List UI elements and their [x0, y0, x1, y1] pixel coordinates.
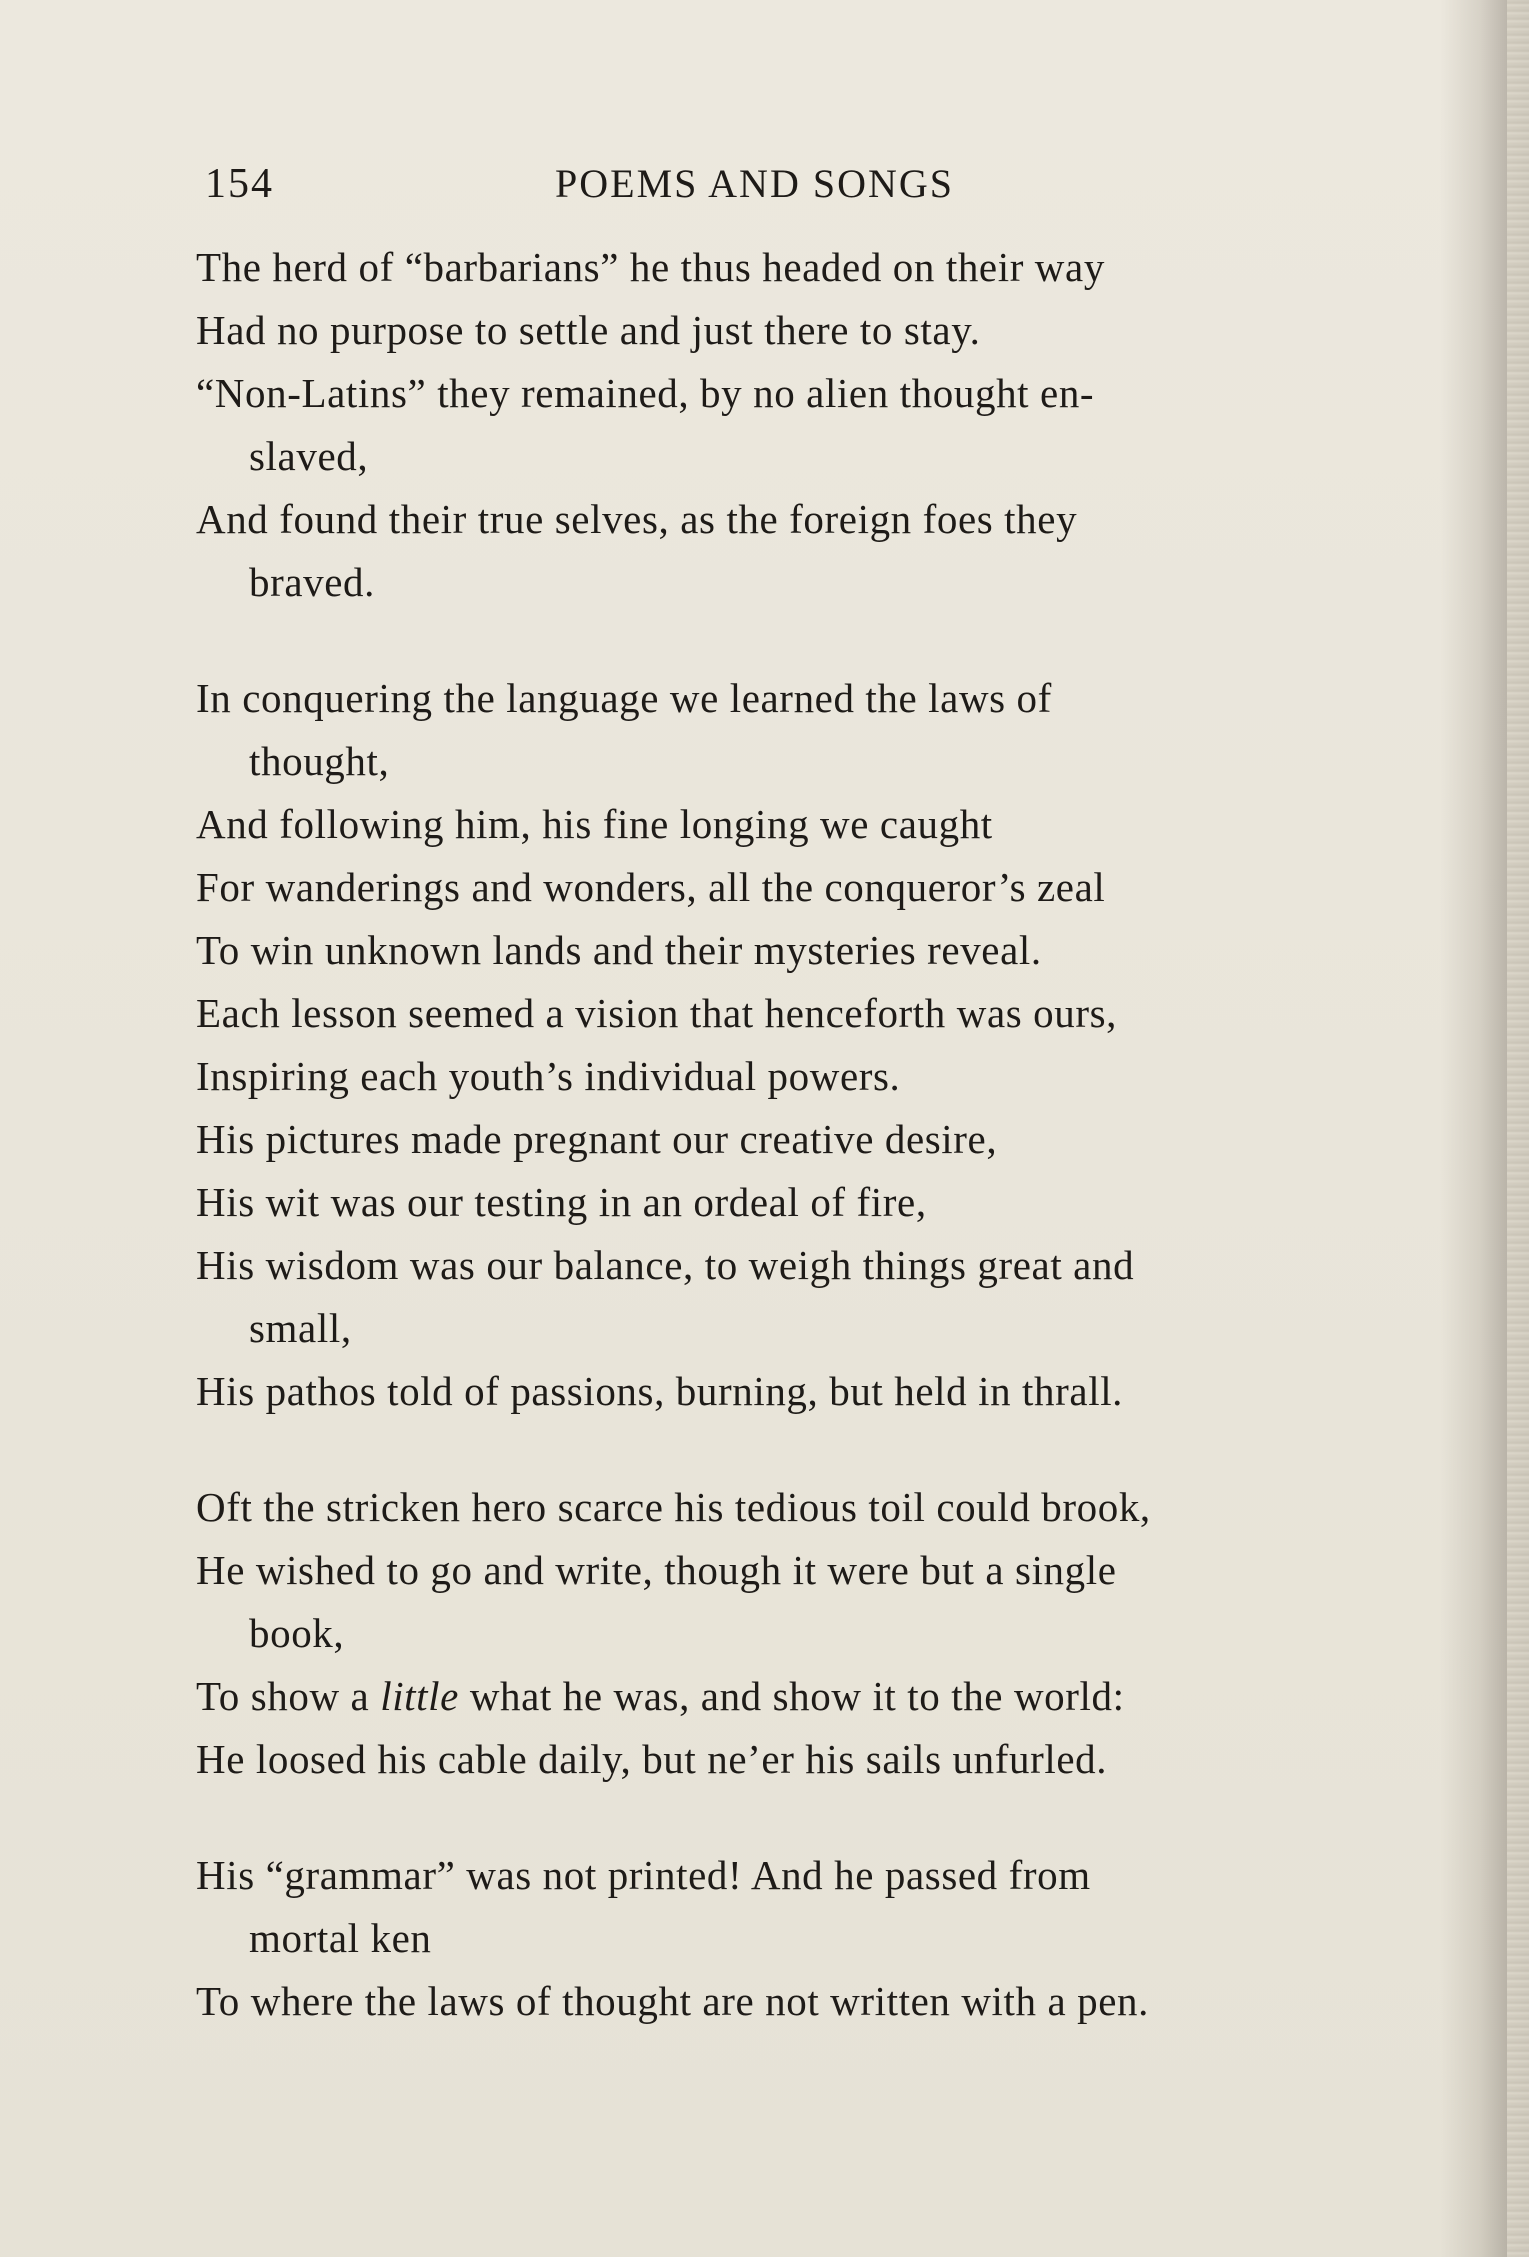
poem-line: His pathos told of passions, burning, but held in thrall. — [196, 1368, 1124, 1414]
line-text-before-italic: To show a — [196, 1673, 381, 1719]
poem-line: To where the laws of thought are not written with a pen. — [196, 1978, 1149, 2024]
stanza-break — [196, 1791, 1396, 1844]
poem-line: Oft the stricken hero scarce his tedious toil could brook, — [196, 1484, 1151, 1530]
poem-line: He loosed his cable daily, but ne’er his sails unfurled. — [196, 1736, 1108, 1782]
poem-line: Inspiring each youth’s individual powers. — [196, 1053, 901, 1099]
poem-line-continuation: braved. — [249, 559, 375, 605]
poem-line-continuation: mortal ken — [249, 1915, 432, 1961]
poem-line: His “grammar” was not printed! And he passed from — [196, 1852, 1091, 1898]
poem-line-continuation: small, — [249, 1305, 352, 1351]
poem-line: And following him, his fine longing we caught — [196, 801, 993, 847]
poem-line: He wished to go and write, though it were but a single — [196, 1547, 1117, 1593]
stanza-break — [196, 1423, 1396, 1476]
poem-line-continuation: thought, — [249, 738, 390, 784]
page-edge-shadow — [1507, 0, 1529, 2257]
line-text-after-italic: what he was, and show it to the world: — [458, 1673, 1125, 1719]
poem-line-continuation: slaved, — [249, 433, 369, 479]
poem-line-with-italic — [196, 1665, 1396, 1728]
poem-line-continuation: book, — [249, 1610, 345, 1656]
page-header — [0, 150, 1529, 210]
stanza — [196, 1844, 1396, 2033]
running-title: POEMS AND SONGS — [555, 161, 954, 206]
poem-line: “Non-Latins” they remained, by no alien thought en- — [196, 370, 1095, 416]
poem-line: His wisdom was our balance, to weigh things great and — [196, 1242, 1135, 1288]
poem-line: For wanderings and wonders, all the conqueror’s zeal — [196, 864, 1106, 910]
poem-line: Had no purpose to settle and just there to stay. — [196, 307, 981, 353]
poem-line: His wit was our testing in an ordeal of fire, — [196, 1179, 927, 1225]
poem-line: Each lesson seemed a vision that henceforth was ours, — [196, 990, 1118, 1036]
poem-line: And found their true selves, as the foreign foes they — [196, 496, 1078, 542]
poem-line: To win unknown lands and their mysteries reveal. — [196, 927, 1042, 973]
stanza — [196, 1476, 1396, 1791]
stanza — [196, 667, 1396, 1423]
italic-word: little — [380, 1673, 459, 1719]
page-number: 154 — [205, 161, 274, 207]
poem-line: His pictures made pregnant our creative desire, — [196, 1116, 998, 1162]
poem-body — [196, 236, 1396, 2033]
stanza-break — [196, 614, 1396, 667]
poem-line: The herd of “barbarians” he thus headed on their way — [196, 244, 1105, 290]
poem-line: In conquering the language we learned the laws of — [196, 675, 1052, 721]
stanza — [196, 236, 1396, 614]
